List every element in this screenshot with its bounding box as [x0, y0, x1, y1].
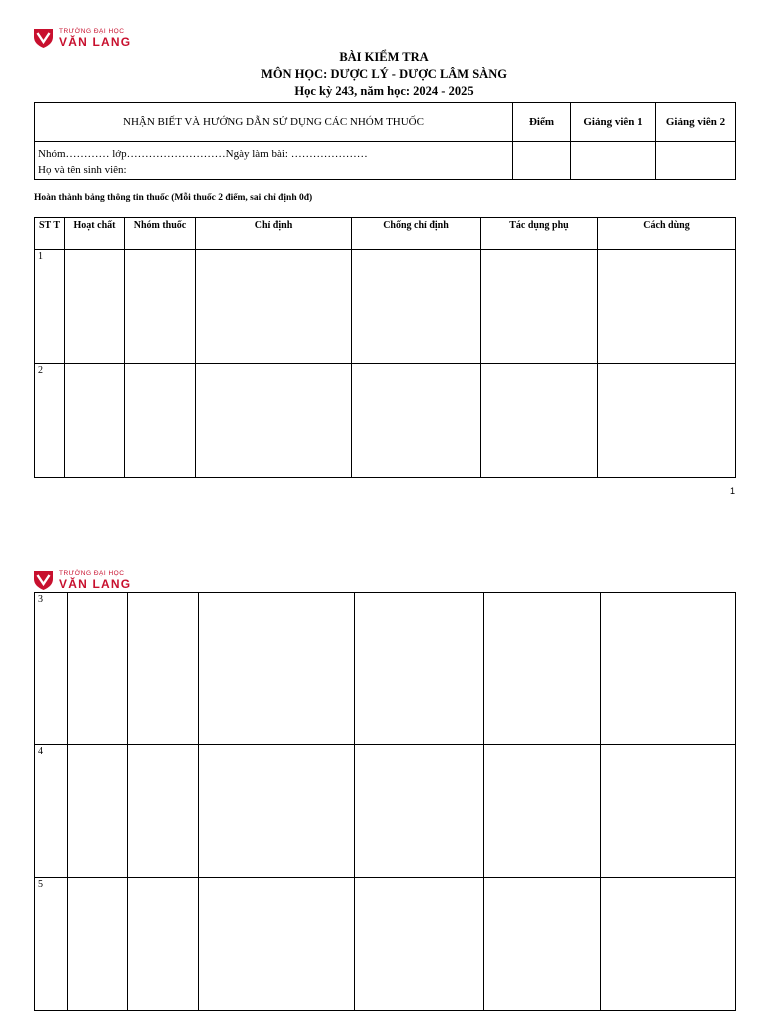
col-side-effects: Tác dụng phụ	[481, 218, 598, 250]
drug-group-cell[interactable]	[128, 593, 199, 745]
contraindication-cell[interactable]	[355, 593, 484, 745]
col-indication: Chỉ định	[196, 218, 352, 250]
active-ingredient-cell[interactable]	[65, 250, 125, 364]
school-logo-page2	[33, 570, 131, 591]
table-row	[35, 593, 736, 745]
usage-cell[interactable]	[601, 878, 736, 1011]
score-label: Điểm	[528, 116, 555, 128]
exam-name-cell	[35, 103, 513, 142]
drug-group-cell[interactable]	[125, 250, 196, 364]
contraindication-cell[interactable]	[355, 878, 484, 1011]
school-logo	[33, 28, 131, 49]
school-name-line2: VĂN LANG	[59, 35, 132, 50]
usage-cell[interactable]	[601, 593, 736, 745]
van-lang-shield-logo-icon	[33, 570, 54, 591]
group-class-date-line: Nhóm………… lớp………………………Ngày làm bài: …………………	[38, 148, 368, 160]
usage-cell[interactable]	[598, 364, 736, 478]
van-lang-shield-logo-icon	[33, 28, 54, 49]
lecturer1-header	[571, 103, 656, 142]
indication-cell[interactable]	[196, 250, 352, 364]
col-stt: ST T	[35, 218, 65, 250]
indication-cell[interactable]	[196, 364, 352, 478]
contraindication-cell[interactable]	[352, 364, 481, 478]
instruction-text: Hoàn thành bảng thông tin thuốc (Mỗi thuốc 2 điểm, sai chỉ định 0đ)	[34, 193, 313, 203]
drug-group-cell[interactable]	[128, 745, 199, 878]
side-effects-cell[interactable]	[484, 878, 601, 1011]
lecturer1-label: Giảng viên 1	[583, 116, 643, 128]
side-effects-cell[interactable]	[484, 593, 601, 745]
drug-table-page2	[34, 592, 736, 1011]
indication-cell[interactable]	[199, 878, 355, 1011]
active-ingredient-cell[interactable]	[65, 364, 125, 478]
table-row	[35, 878, 736, 1011]
school-name-line1: TRƯỜNG ĐẠI HỌC	[59, 569, 125, 577]
info-table	[34, 102, 736, 180]
drug-group-cell[interactable]	[128, 878, 199, 1011]
lecturer2-cell	[656, 142, 736, 180]
col-contraindication: Chống chỉ định	[352, 218, 481, 250]
lecturer2-label: Giảng viên 2	[665, 116, 726, 128]
drug-group-cell[interactable]	[125, 364, 196, 478]
score-cell	[513, 142, 571, 180]
active-ingredient-cell[interactable]	[68, 878, 128, 1011]
usage-cell[interactable]	[601, 745, 736, 878]
term-title: Học kỳ 243, năm học: 2024 - 2025	[294, 84, 474, 98]
score-header	[513, 103, 571, 142]
row-number: 3	[35, 593, 68, 745]
active-ingredient-cell[interactable]	[68, 593, 128, 745]
exam-name: NHẬN BIẾT VÀ HƯỚNG DẪN SỬ DỤNG CÁC NHÓM THUỐC	[123, 116, 424, 128]
row-number: 1	[35, 250, 65, 364]
side-effects-cell[interactable]	[484, 745, 601, 878]
usage-cell[interactable]	[598, 250, 736, 364]
exam-title: BÀI KIỂM TRA	[339, 50, 429, 64]
lecturer1-cell	[571, 142, 656, 180]
side-effects-cell[interactable]	[481, 364, 598, 478]
active-ingredient-cell[interactable]	[68, 745, 128, 878]
side-effects-cell[interactable]	[481, 250, 598, 364]
row-number: 5	[35, 878, 68, 1011]
student-name-line: Họ và tên sinh viên:	[38, 164, 127, 176]
contraindication-cell[interactable]	[352, 250, 481, 364]
table-row	[35, 250, 736, 364]
school-name-line1: TRƯỜNG ĐẠI HỌC	[59, 27, 125, 35]
col-usage: Cách dùng	[598, 218, 736, 250]
student-info-cell	[35, 142, 513, 180]
page-number: 1	[730, 486, 736, 496]
lecturer2-header	[656, 103, 736, 142]
col-active-ingredient: Hoạt chất	[65, 218, 125, 250]
school-name-line2: VĂN LANG	[59, 577, 132, 592]
table-row	[35, 364, 736, 478]
indication-cell[interactable]	[199, 745, 355, 878]
row-number: 4	[35, 745, 68, 878]
subject-title: MÔN HỌC: DƯỢC LÝ - DƯỢC LÂM SÀNG	[261, 67, 507, 81]
contraindication-cell[interactable]	[355, 745, 484, 878]
row-number: 2	[35, 364, 65, 478]
col-drug-group: Nhóm thuốc	[125, 218, 196, 250]
table-header-row	[35, 218, 736, 250]
indication-cell[interactable]	[199, 593, 355, 745]
table-row	[35, 745, 736, 878]
drug-table-page1	[34, 217, 736, 478]
